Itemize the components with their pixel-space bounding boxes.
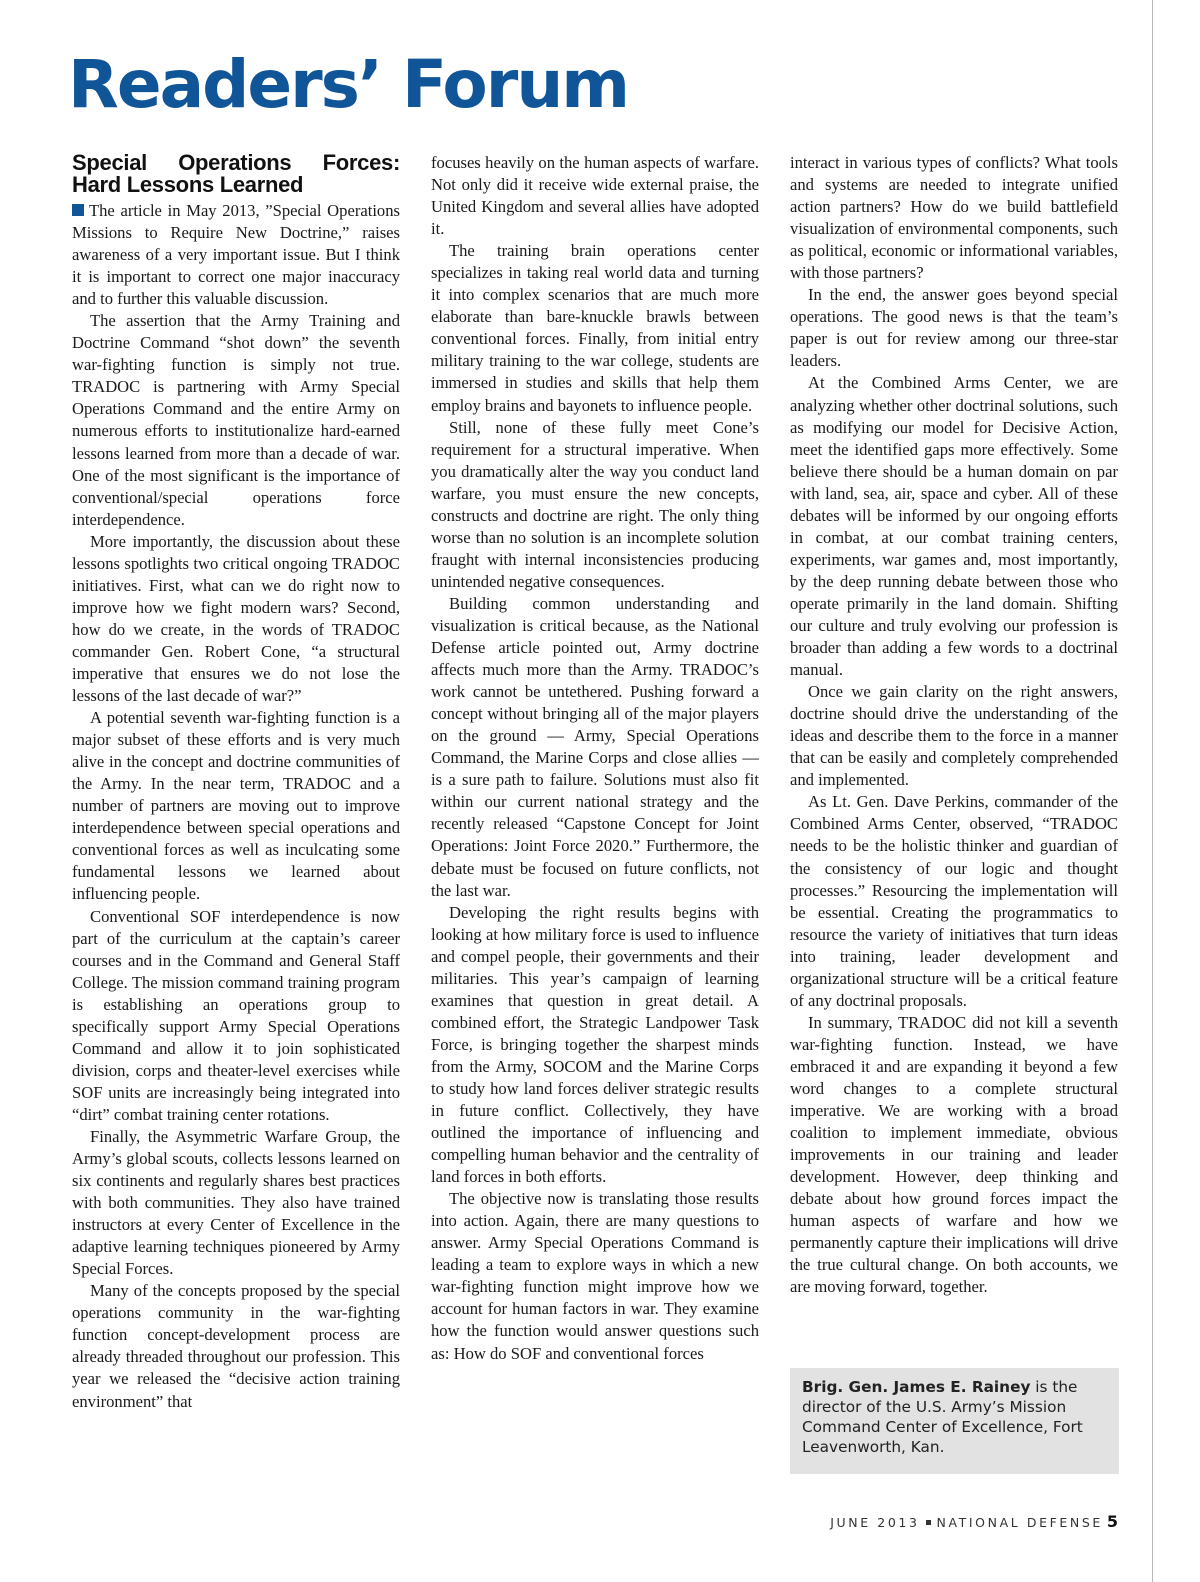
footer-issue-date: JUNE 2013	[830, 1515, 920, 1530]
article-column-2	[431, 152, 759, 1365]
article-paragraph: The training brain operations center specializes in taking real world data and turning it into complex scenarios that are much more elaborate than bare-knuckle brawls between conventional forces. Finally, from initial entry military training to the war college, students are immersed in studies and skills that help them employ brains and bayonets to influence people.	[431, 241, 759, 415]
article-paragraph: Building common understanding and visualization is critical because, as the National Defense article pointed out, Army doctrine affects much more than the Army. TRADOC’s work cannot be untethered. Pushing forward a concept without bringing all of the major players on the ground — Army, Special Operations Command, the Marine Corps and close allies — is a sure path to failure. Solutions must also fit within our current national strategy and the recently released “Capstone Concept for Joint Operations: Joint Force 2020.” Furthermore, the debate must be focused on future conflicts, not the last war.	[431, 593, 759, 900]
article-paragraph: interact in various types of conflicts? What tools and systems are needed to integrate unified action partners? How do we build battlefield visualization of environmental components, such as political, economic or informational variables, with those partners?	[790, 153, 1118, 283]
article-paragraph: The assertion that the Army Training and Doctrine Command “shot down” the seventh war-fighting function is simply not true. TRADOC is partnering with Army Special Operations Command and the entire Army on numerous efforts to institutionalize hard-earned lessons learned from more than a decade of war. One of the most significant is the importance of conventional/special operations force interdependence.	[72, 311, 400, 529]
article-paragraph: At the Combined Arms Center, we are analyzing whether other doctrinal solutions, such as modifying our model for Decisive Action, meet the identified gaps more effectively. Some believe there should be a human domain on par with land, sea, air, space and cyber. All of these debates will be informed by our ongoing efforts in combat, at our combat training centers, experiments, war games and, most importantly, by the deep running debate between those who operate primarily in the land domain. Shifting our culture and truly evolving our profession is broader than adding a few words to a doctrinal manual.	[790, 373, 1118, 680]
page-edge-rule	[1152, 0, 1153, 1582]
author-bio-box	[790, 1368, 1119, 1474]
article-paragraph: Finally, the Asymmetric Warfare Group, the Army’s global scouts, collects lessons learned on six continents and regularly shares best practices with both communities. They also have trained instructors at every Center of Excellence in the adaptive learning techniques pioneered by Army Special Forces.	[72, 1126, 400, 1279]
article-paragraph: Developing the right results begins with looking at how military force is used to influence and compel people, their governments and their militaries. This year’s campaign of learning examines that question in great detail. A combined effort, the Strategic Landpower Task Force, is bringing together the sharpest minds from the Army, SOCOM and the Marine Corps to study how land forces deliver strategic results in future conflict. Collectively, they have outlined the importance of influencing and compelling human behavior and the centrality of land forces in both efforts.	[431, 902, 759, 1187]
author-bio-text: is the director of the U.S. Army’s Mission Command Center of Excellence, Fort Leavenworth, Kan.	[802, 1378, 1083, 1456]
article-paragraph: Still, none of these fully meet Cone’s requirement for a structural imperative. When you dramatically alter the way you conduct land warfare, you must ensure the new concepts, constructs and doctrine are right. The only thing worse than no solution is an incomplete solution fraught with internal inconsistencies producing unintended negative consequences.	[431, 417, 759, 591]
footer-publication: NATIONAL DEFENSE	[936, 1515, 1103, 1530]
article-paragraph: Many of the concepts proposed by the special operations community in the war-fighting function concept-development process are already threaded throughout our profession. This year we released the “decisive action training environment” that	[72, 1281, 400, 1411]
article-paragraph: Conventional SOF interdependence is now part of the curriculum at the captain’s career courses and in the Command and General Staff College. The mission command training program is establishing an operations group to specifically support Army Special Operations Command and allow it to join sophisticated division, corps and theater-level exercises while SOF units are increasingly being integrated into “dirt” combat training center rotations.	[72, 906, 400, 1124]
article-column-3	[790, 152, 1118, 1298]
author-name: Brig. Gen. James E. Rainey	[802, 1378, 1031, 1396]
article-paragraph: The objective now is translating those results into action. Again, there are many questions to answer. Army Special Operations Command is leading a team to explore ways in which a new war-fighting function might improve how we account for human factors in war. They examine how the function would answer questions such as: How do SOF and conventional forces	[431, 1189, 759, 1363]
section-masthead: Readers’ Forum	[68, 46, 629, 123]
article-paragraph: The article in May 2013, ”Special Operations Missions to Require New Doctrine,” raises awareness of a very important issue. But I think it is important to correct one major inaccuracy and to further this valuable discussion.	[72, 201, 400, 309]
article-headline: Special Operations Forces: Hard Lessons Learned	[72, 150, 400, 197]
article-column-1	[72, 152, 400, 1413]
bullet-separator-icon	[926, 1520, 931, 1525]
article-paragraph: In summary, TRADOC did not kill a seventh war-fighting function. Instead, we have embraced it and are expanding it beyond a few word changes to a complete structural imperative. We are working with a broad coalition to implement immediate, obvious improvements in our training and leader development. However, deep thinking and debate about how ground forces impact the human aspects of warfare and how we permanently capture their implications will drive the true cultural change. On both accounts, we are moving forward, together.	[790, 1012, 1118, 1297]
article-paragraph: In the end, the answer goes beyond special operations. The good news is that the team’s paper is out for review among our three-star leaders.	[790, 285, 1118, 371]
article-paragraph: As Lt. Gen. Dave Perkins, commander of the Combined Arms Center, observed, “TRADOC needs to be the holistic thinker and guardian of the consistency of our logic and thought processes.” Resourcing the implementation will be essential. Creating the programmatics to resource the variety of initiatives that turn ideas into training, leader development and organizational structure will be a critical feature of any doctrinal proposals.	[790, 792, 1118, 1010]
article-paragraph: A potential seventh war-fighting function is a major subset of these efforts and is very much alive in the concept and doctrine communities of the Army. In the near term, TRADOC and a number of partners are moving out to improve interdependence between special operations and conventional forces as well as inculcating some fundamental lessons we learned about influencing people.	[72, 708, 400, 904]
article-paragraph: focuses heavily on the human aspects of warfare. Not only did it receive wide external praise, the United Kingdom and several allies have adopted it.	[431, 153, 759, 239]
page-number: 5	[1106, 1512, 1118, 1531]
lead-square-icon	[72, 204, 84, 216]
article-paragraph: More importantly, the discussion about these lessons spotlights two critical ongoing TRADOC initiatives. First, what can we do right now to improve how we fight modern wars? Second, how do we create, in the words of TRADOC commander Gen. Robert Cone, “a structural imperative that ensures we do not lose the lessons of the last decade of war?”	[72, 531, 400, 706]
article-paragraph: Once we gain clarity on the right answers, doctrine should drive the understanding of the ideas and describe them to the force in a manner that can be easily and completely comprehended and implemented.	[790, 682, 1118, 790]
page-footer	[830, 1512, 1118, 1531]
